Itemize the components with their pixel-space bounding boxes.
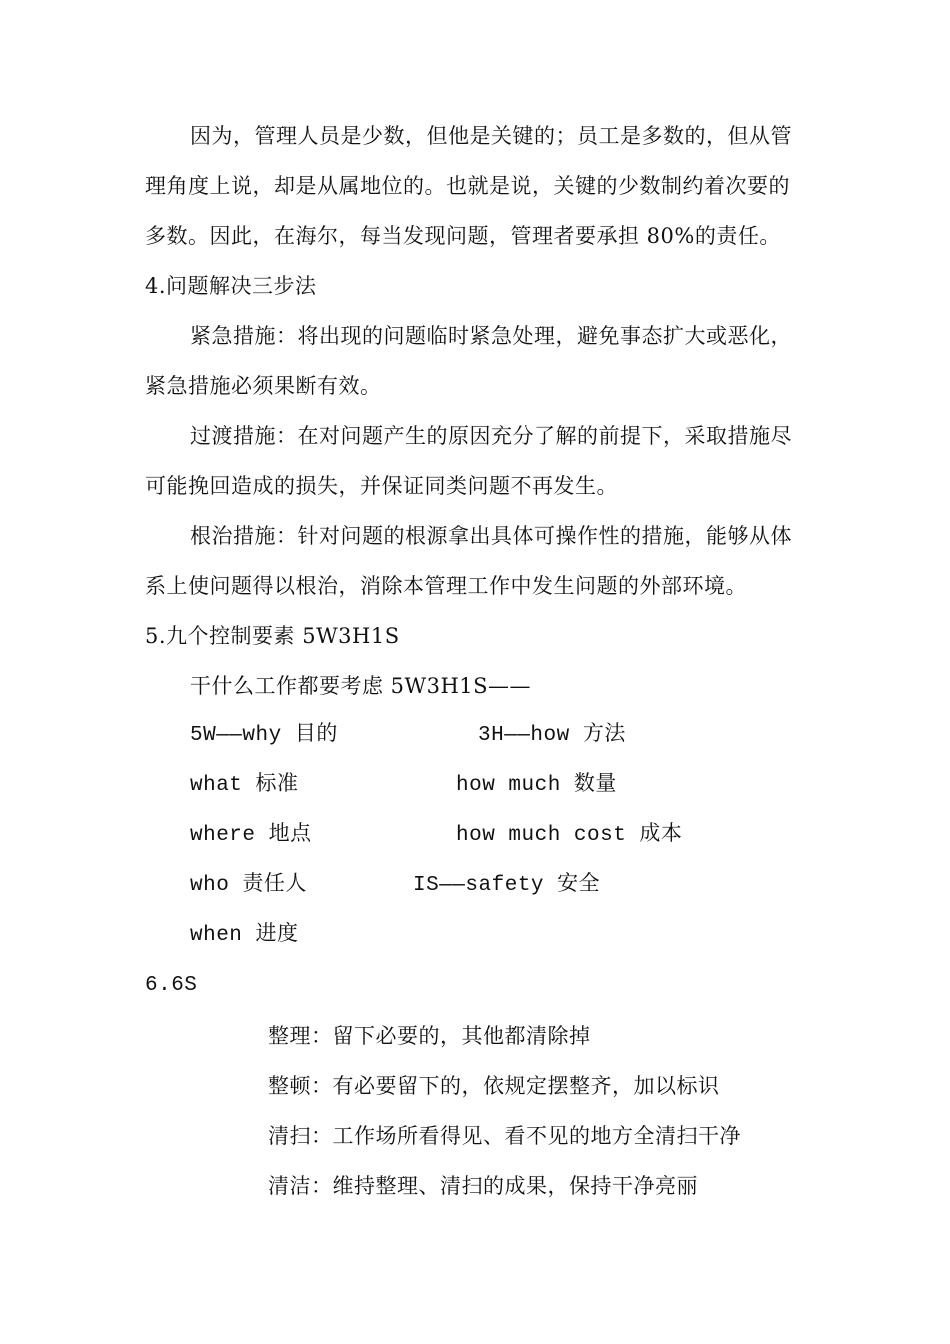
element-right: how much 数量 (456, 774, 617, 797)
element-left: where 地点 (190, 824, 312, 847)
root-measures-line: 根治措施：针对问题的根源拿出具体可操作性的措施，能够从体 (190, 524, 792, 548)
section-heading-5: 5.九个控制要素 5W3H1S (145, 624, 400, 648)
section5-intro: 干什么工作都要考虑 5W3H1S—— (190, 674, 532, 698)
element-left: 5W——why 目的 (190, 724, 338, 747)
element-right: 3H——how 方法 (478, 724, 626, 747)
six-s-item: 清洁：维持整理、清扫的成果，保持干净亮丽 (268, 1174, 698, 1198)
section-heading-4: 4.问题解决三步法 (145, 274, 317, 298)
element-left: who 责任人 (190, 874, 307, 897)
six-s-item: 整理：留下必要的，其他都清除掉 (268, 1024, 591, 1048)
element-right: how much cost 成本 (456, 824, 683, 847)
paragraph-line: 理角度上说，却是从属地位的。也就是说，关键的少数制约着次要的 (145, 174, 790, 198)
root-measures-line: 系上使问题得以根治，消除本管理工作中发生问题的外部环境。 (145, 574, 747, 598)
paragraph-line: 多数。因此，在海尔，每当发现问题，管理者要承担 80%的责任。 (145, 224, 781, 248)
paragraph-line: 因为，管理人员是少数，但他是关键的；员工是多数的，但从管 (190, 124, 792, 148)
emergency-measures-line: 紧急措施必须果断有效。 (145, 374, 382, 398)
element-left: what 标准 (190, 774, 299, 797)
element-right: IS——safety 安全 (413, 874, 601, 897)
transition-measures-line: 过渡措施：在对问题产生的原因充分了解的前提下，采取措施尽 (190, 424, 792, 448)
element-left: when 进度 (190, 924, 299, 947)
six-s-item: 清扫：工作场所看得见、看不见的地方全清扫干净 (268, 1124, 741, 1148)
emergency-measures-line: 紧急措施：将出现的问题临时紧急处理，避免事态扩大或恶化， (190, 324, 792, 348)
six-s-item: 整顿：有必要留下的，依规定摆整齐，加以标识 (268, 1074, 720, 1098)
section-heading-6: 6.6S (145, 974, 198, 997)
transition-measures-line: 可能挽回造成的损失，并保证同类问题不再发生。 (145, 474, 618, 498)
